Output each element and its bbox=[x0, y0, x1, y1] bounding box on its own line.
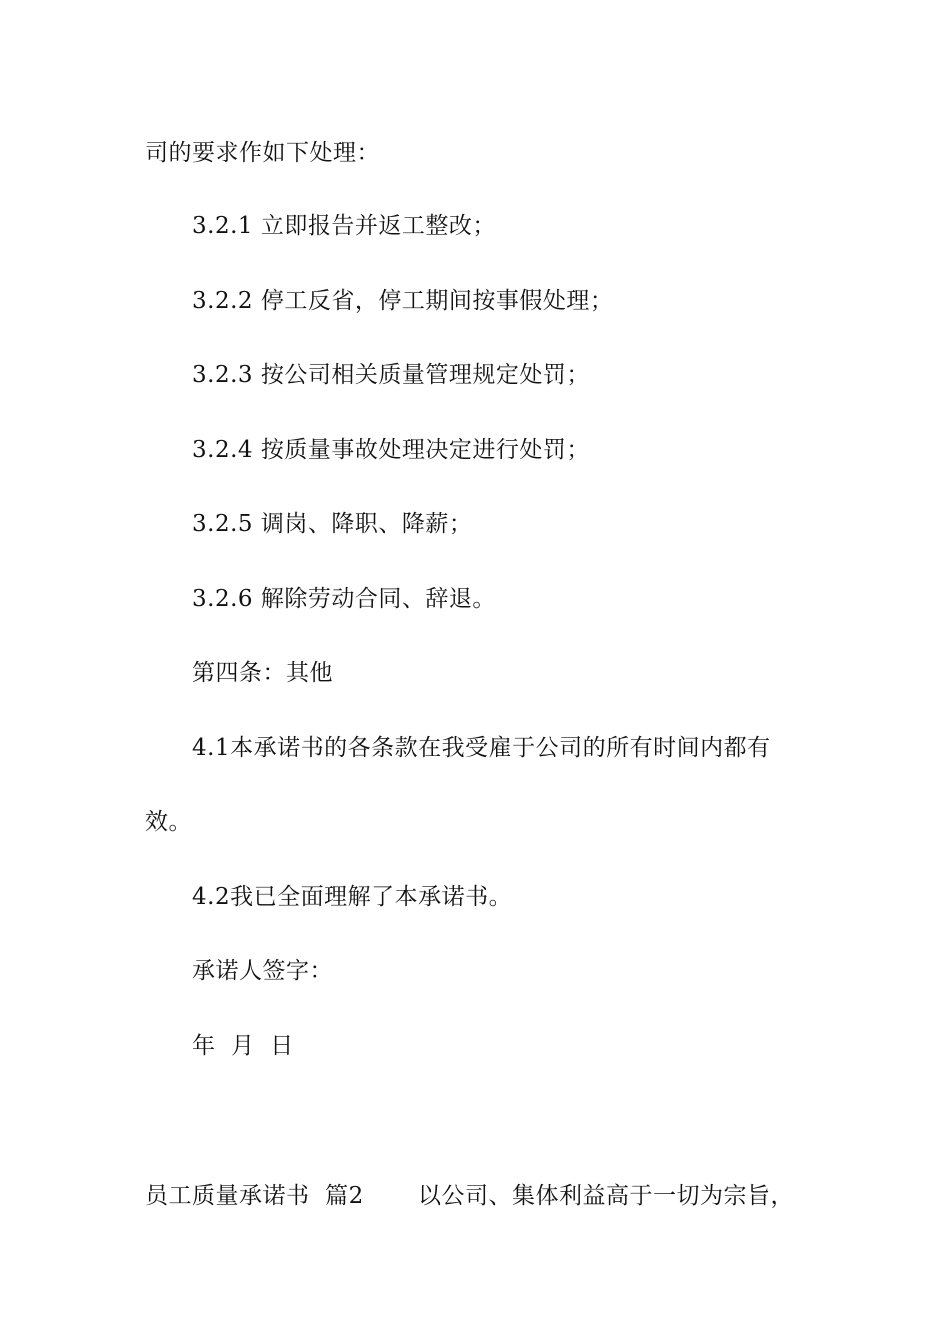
clause-3-2-1: 3.2.1 立即报告并返工整改； bbox=[192, 213, 496, 239]
clause-3-2-6: 3.2.6 解除劳动合同、辞退。 bbox=[192, 586, 496, 612]
clause-4-2: 4.2我已全面理解了本承诺书。 bbox=[192, 884, 513, 910]
clause-4-1: 4.1本承诺书的各条款在我受雇于公司的所有时间内都有 bbox=[192, 735, 771, 761]
section-title: 员工质量承诺书 篇2 bbox=[145, 1183, 364, 1209]
date-line: 年 月 日 bbox=[192, 1033, 294, 1059]
clause-3-2-4: 3.2.4 按质量事故处理决定进行处罚； bbox=[192, 437, 590, 463]
text-line-continuation: 司的要求作如下处理： bbox=[145, 140, 380, 166]
article-four-heading: 第四条：其他 bbox=[192, 660, 333, 686]
clause-3-2-5: 3.2.5 调岗、降职、降薪； bbox=[192, 511, 473, 537]
section-first-text: 以公司、集体利益高于一切为宗旨， bbox=[418, 1183, 794, 1209]
clause-3-2-3: 3.2.3 按公司相关质量管理规定处罚； bbox=[192, 362, 590, 388]
clause-4-1-continuation: 效。 bbox=[145, 809, 192, 835]
signature-label: 承诺人签字： bbox=[192, 958, 333, 984]
clause-3-2-2: 3.2.2 停工反省，停工期间按事假处理； bbox=[192, 288, 614, 314]
